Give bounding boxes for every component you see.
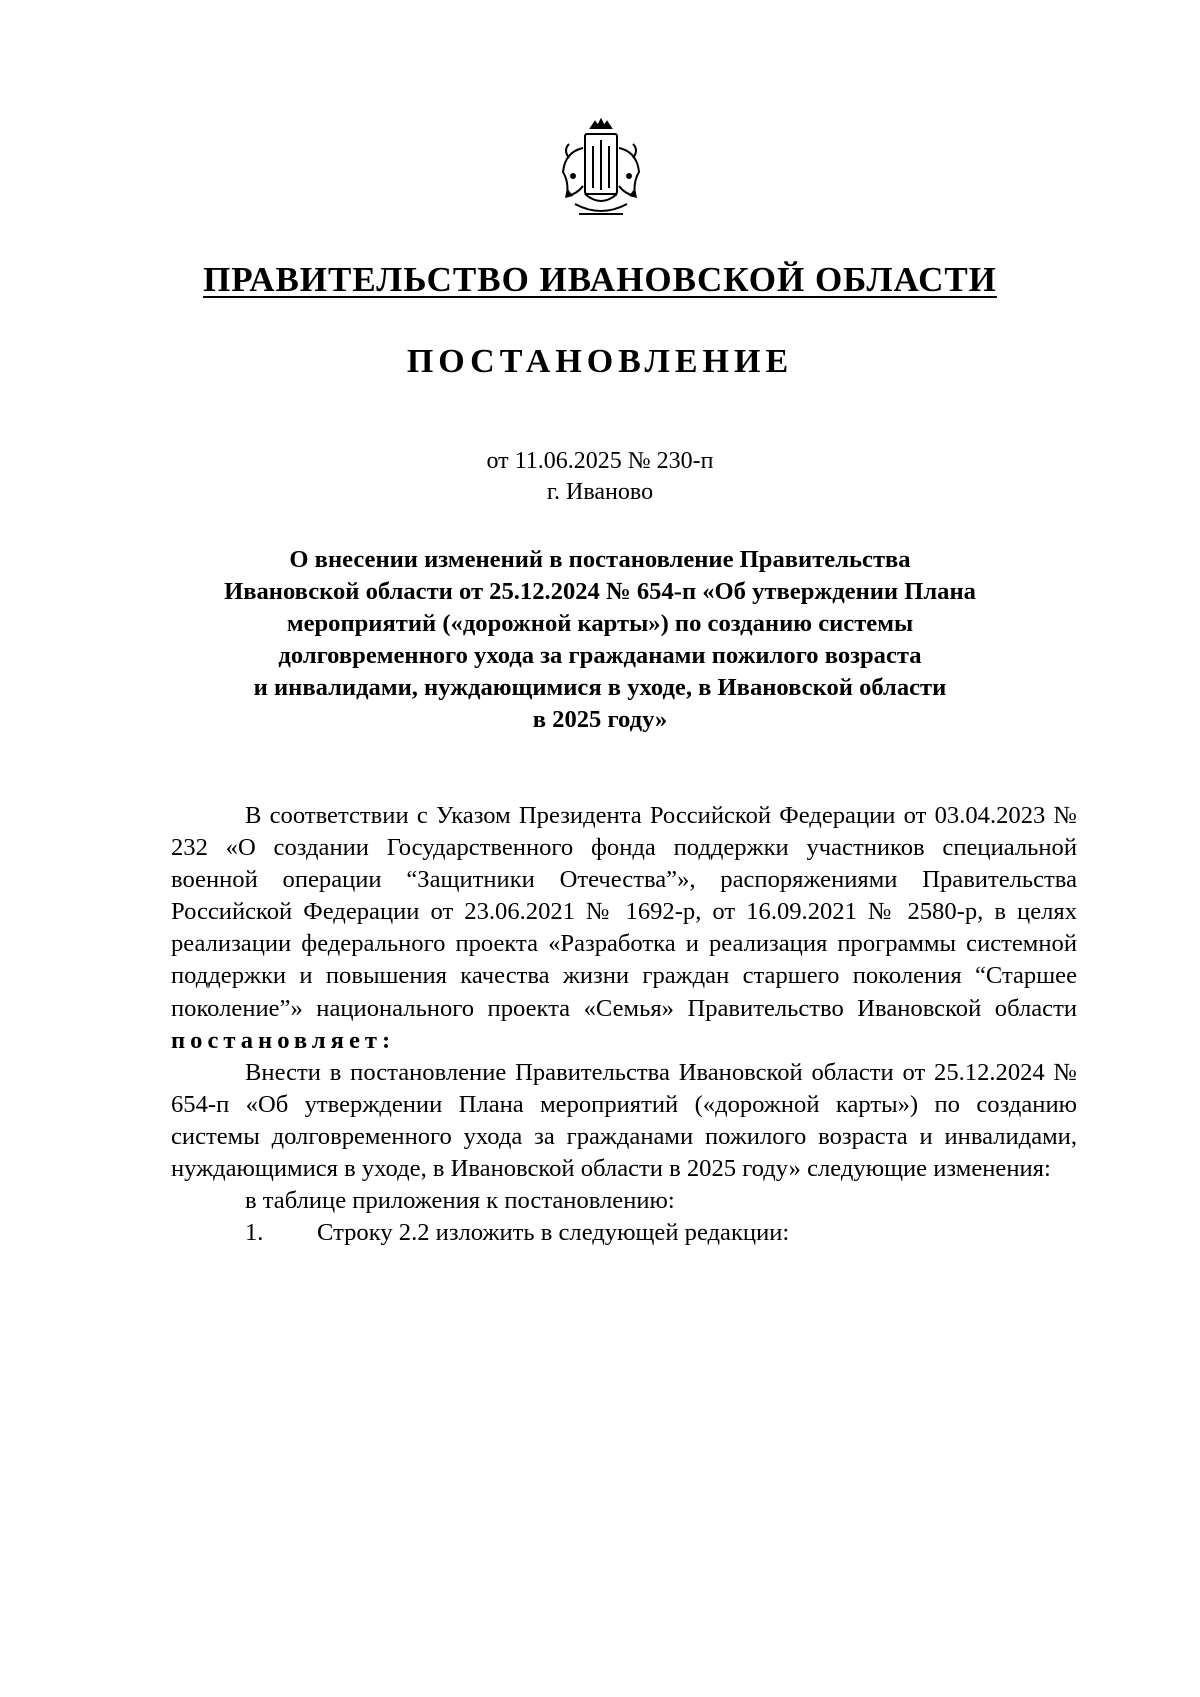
organization-name: ПРАВИТЕЛЬСТВО ИВАНОВСКОЙ ОБЛАСТИ	[203, 260, 997, 299]
title-line: мероприятий («дорожной карты») по созданию системы	[286, 610, 914, 637]
document-type: ПОСТАНОВЛЕНИЕ	[406, 343, 794, 380]
document-city: г. Иваново	[546, 479, 654, 505]
title-line: в 2025 году»	[532, 706, 668, 733]
document-body	[171, 800, 1077, 1249]
list-item-text: Строку 2.2 изложить в следующей редакции:	[317, 1219, 790, 1247]
preamble-text: В соответствии с Указом Президента Российской Федерации от 03.04.2023 № 232 «О создании Государственного фонда поддержки участников специальной военной операции “Защитники Отечества”», распоряжениями Правительства Российской Федерации от 23.06.2021 № 1692-р, от 16.09.2021 № 2580-р, в целях реализации федерального проекта «Разработка и реализация программы системной поддержки и повышения качества жизни граждан старшего поколения “Старшее поколение”» национального проекта «Семья» Правительство Ивановской области	[171, 802, 1077, 1022]
title-line: О внесении изменений в постановление Правительства	[289, 546, 911, 573]
body-paragraph-table-note: в таблице приложения к постановлению:	[245, 1187, 675, 1215]
document-meta	[0, 446, 1200, 508]
organization-heading	[0, 258, 1200, 302]
list-item-number: 1.	[245, 1219, 264, 1247]
coat-of-arms-icon	[555, 118, 647, 230]
title-line: и инвалидами, нуждающимися в уходе, в Ивановской области	[253, 674, 947, 701]
document-title	[170, 544, 1030, 736]
document-number-date: от 11.06.2025 № 230-п	[486, 448, 714, 474]
title-line: Ивановской области от 25.12.2024 № 654-п «Об утверждении Плана	[224, 578, 976, 605]
body-paragraph-preamble	[171, 800, 1077, 1057]
body-paragraph-amendment: Внести в постановление Правительства Ивановской области от 25.12.2024 № 654-п «Об утверждении Плана мероприятий («дорожной карты») по созданию системы долговременного ухода за гражданами пожилого возраста и инвалидами, нуждающимися в уходе, в Ивановской области в 2025 году» следующие изменения:	[171, 1058, 1077, 1183]
list-item	[171, 1217, 1077, 1249]
resolution-keyword: постановляет:	[171, 1026, 396, 1054]
title-line: долговременного ухода за гражданами пожилого возраста	[278, 642, 922, 669]
